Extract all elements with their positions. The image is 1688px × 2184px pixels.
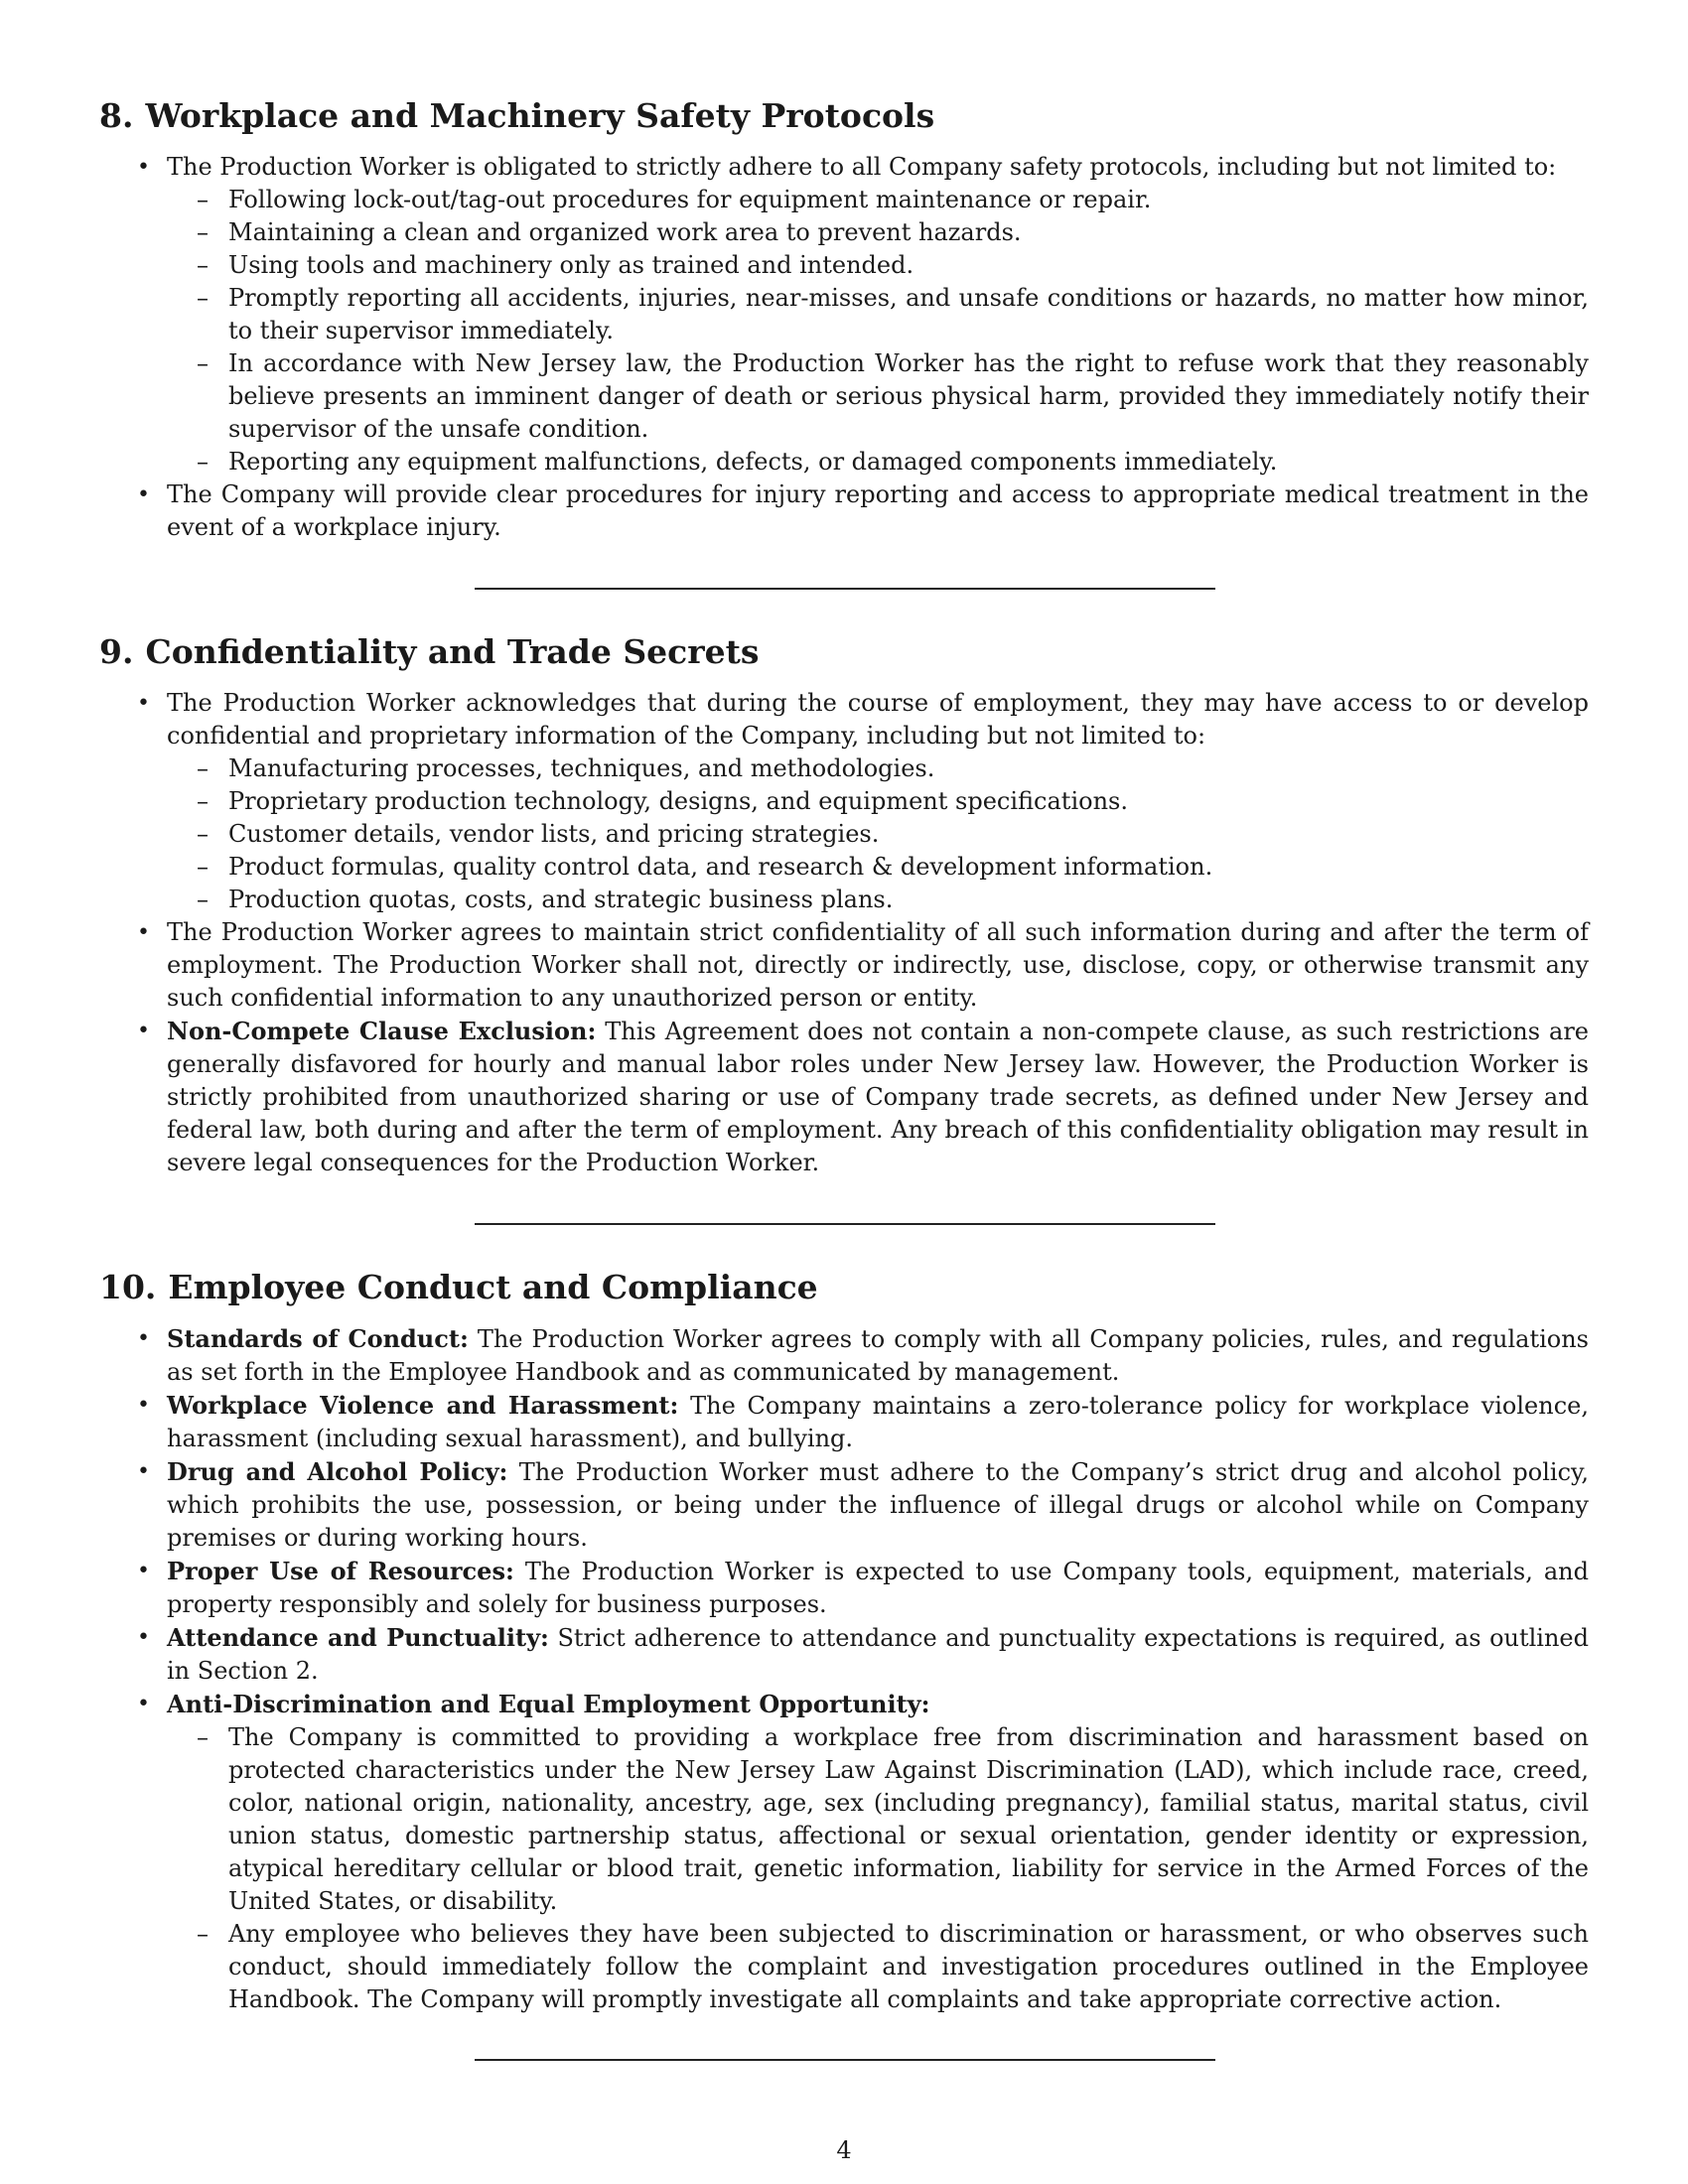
sub-item-text: Using tools and machinery only as trained and intended. xyxy=(228,251,914,279)
list-item xyxy=(137,916,1589,1015)
item-text: The Company will provide clear procedures for injury reporting and access to appropriate medical treatment in the event of a workplace injury. xyxy=(167,480,1589,541)
item-label: Standards of Conduct: xyxy=(167,1324,469,1353)
dash-icon: – xyxy=(197,787,209,815)
bullet-icon: • xyxy=(137,1559,150,1583)
section-heading xyxy=(99,631,1589,673)
section-8 xyxy=(99,95,1589,544)
dash-icon: – xyxy=(197,349,209,377)
sub-item-text: Maintaining a clean and organized work area to prevent hazards. xyxy=(228,218,1022,246)
item-text: The Production Worker must adhere to the Company’s strict drug and alcohol policy, which prohibits the use, possession, or being under the influence of illegal drugs or alcohol while on Company premises or during working hours. xyxy=(167,1458,1590,1552)
sub-list-item xyxy=(197,1918,1589,2016)
dash-icon: – xyxy=(197,820,209,848)
sub-list xyxy=(167,752,1589,916)
item-text: The Production Worker is expected to use Company tools, equipment, materials, and property responsibly and solely for business purposes. xyxy=(167,1558,1589,1618)
bullet-icon: • xyxy=(137,155,150,180)
sub-list-item xyxy=(197,216,1589,249)
bullet-icon: • xyxy=(137,1625,150,1650)
sub-item-text: In accordance with New Jersey law, the Production Worker has the right to refuse work that they reasonably believe presents an imminent danger of death or serious physical harm, provided they immediately notify their supervisor of the unsafe condition. xyxy=(228,349,1589,443)
dash-icon: – xyxy=(197,886,209,913)
list-item xyxy=(137,687,1589,916)
list-item xyxy=(137,1555,1589,1621)
list-item xyxy=(137,1015,1590,1179)
section-number: 8. xyxy=(99,96,134,135)
dash-icon: – xyxy=(197,448,209,476)
sub-item-text: Following lock-out/tag-out procedures for equipment maintenance or repair. xyxy=(228,186,1152,213)
section-title: Workplace and Machinery Safety Protocols xyxy=(145,96,935,135)
bullet-icon: • xyxy=(137,1459,150,1484)
item-text: The Production Worker agrees to comply with all Company policies, rules, and regulations as set forth in the Employee Handbook and as communicated by management. xyxy=(167,1325,1589,1386)
sub-list-item xyxy=(197,752,1589,785)
bullet-icon: • xyxy=(137,1019,150,1043)
bullet-icon: • xyxy=(137,1692,150,1716)
item-label: Anti-Discrimination and Equal Employment Opportunity: xyxy=(167,1690,930,1718)
item-label: Attendance and Punctuality: xyxy=(167,1623,549,1652)
bullet-list xyxy=(99,1322,1589,2016)
section-heading xyxy=(99,1267,1589,1308)
sub-list-item xyxy=(197,184,1589,216)
sub-item-text: Manufacturing processes, techniques, and methodologies. xyxy=(228,754,935,782)
section-title: Confidentiality and Trade Secrets xyxy=(145,632,760,671)
dash-icon: – xyxy=(197,1723,209,1751)
sub-list-item xyxy=(197,884,1589,916)
sub-item-text: Any employee who believes they have been subjected to discrimination or harassment, or who observes such conduct, should immediately follow the complaint and investigation procedures outlined in the Employee Handbook. The Company will promptly investigate all complaints and take appropriate corrective action. xyxy=(228,1920,1589,2013)
sub-list xyxy=(167,1721,1589,2016)
list-item xyxy=(137,478,1589,544)
list-item xyxy=(137,1389,1589,1455)
item-text: The Production Worker acknowledges that during the course of employment, they may have access to or develop confidential and proprietary information of the Company, including but not limited to: xyxy=(167,689,1589,750)
bullet-list xyxy=(99,151,1589,544)
section-divider xyxy=(475,1223,1215,1225)
list-item xyxy=(137,1688,1589,2016)
item-text: The Production Worker agrees to maintain strict confidentiality of all such information during and after the term of employment. The Production Worker shall not, directly or indirectly, use, disclose, copy, or otherwise transmit any such confidential information to any unauthorized person or entity. xyxy=(167,918,1589,1012)
sub-list xyxy=(167,184,1589,478)
sub-list-item xyxy=(197,818,1589,851)
sub-list-item xyxy=(197,249,1589,282)
bullet-list xyxy=(99,687,1589,1179)
section-divider xyxy=(475,588,1215,590)
bullet-icon: • xyxy=(137,920,150,945)
list-item xyxy=(137,151,1589,478)
section-9 xyxy=(99,631,1589,1179)
section-number: 10. xyxy=(99,1268,157,1306)
sub-list-item xyxy=(197,282,1589,347)
item-label: Non-Compete Clause Exclusion: xyxy=(167,1017,597,1045)
item-text: This Agreement does not contain a non-compete clause, as such restrictions are generally disfavored for hourly and manual labor roles under New Jersey law. However, the Production Worker is strictly prohibited from unauthorized sharing or use of Company trade secrets, as defined under New Jersey and federal law, both during and after the term of employment. Any breach of this confidentiality obligation may result in severe legal consequences for the Production Worker. xyxy=(167,1018,1590,1176)
bullet-icon: • xyxy=(137,1393,150,1418)
section-title: Employee Conduct and Compliance xyxy=(168,1268,818,1306)
sub-item-text: Product formulas, quality control data, and research & development information. xyxy=(228,853,1213,881)
dash-icon: – xyxy=(197,218,209,246)
sub-item-text: Proprietary production technology, designs, and equipment specifications. xyxy=(228,787,1128,815)
section-10 xyxy=(99,1267,1589,2016)
sub-item-text: Promptly reporting all accidents, injuries, near-misses, and unsafe conditions or hazards, no matter how minor, to their supervisor immediately. xyxy=(228,284,1589,344)
item-label: Workplace Violence and Harassment: xyxy=(167,1391,679,1420)
item-text: The Company maintains a zero-tolerance policy for workplace violence, harassment (including sexual harassment), and bullying. xyxy=(167,1392,1589,1452)
bullet-icon: • xyxy=(137,691,150,716)
sub-list-item xyxy=(197,347,1589,446)
item-text: Strict adherence to attendance and punctuality expectations is required, as outlined in Section 2. xyxy=(167,1624,1589,1685)
page-number: 4 xyxy=(836,2136,852,2164)
dash-icon: – xyxy=(197,284,209,312)
list-item xyxy=(137,1322,1589,1389)
list-item xyxy=(137,1621,1589,1688)
bullet-icon: • xyxy=(137,482,150,507)
dash-icon: – xyxy=(197,186,209,213)
section-heading xyxy=(99,95,1589,137)
item-label: Proper Use of Resources: xyxy=(167,1557,514,1585)
sub-list-item xyxy=(197,785,1589,818)
sub-list-item xyxy=(197,1721,1589,1918)
item-text: The Production Worker is obligated to strictly adhere to all Company safety protocols, including but not limited to: xyxy=(167,153,1557,181)
dash-icon: – xyxy=(197,853,209,881)
sub-item-text: Production quotas, costs, and strategic business plans. xyxy=(228,886,894,913)
dash-icon: – xyxy=(197,251,209,279)
sub-item-text: Customer details, vendor lists, and pricing strategies. xyxy=(228,820,880,848)
item-label: Drug and Alcohol Policy: xyxy=(167,1457,508,1486)
sub-item-text: The Company is committed to providing a workplace free from discrimination and harassment based on protected characteristics under the New Jersey Law Against Discrimination (LAD), which include race, creed, color, national origin, nationality, ancestry, age, sex (including pregnancy), familial status, marital status, civil union status, domestic partnership status, affectional or sexual orientation, gender identity or expression, atypical hereditary cellular or blood trait, genetic information, liability for service in the Armed Forces of the United States, or disability. xyxy=(228,1723,1589,1915)
sub-list-item xyxy=(197,851,1589,884)
dash-icon: – xyxy=(197,1920,209,1948)
section-divider xyxy=(475,2059,1215,2061)
list-item xyxy=(137,1455,1590,1555)
sub-item-text: Reporting any equipment malfunctions, defects, or damaged components immediately. xyxy=(228,448,1278,476)
section-number: 9. xyxy=(99,632,134,671)
bullet-icon: • xyxy=(137,1326,150,1351)
sub-list-item xyxy=(197,446,1589,478)
dash-icon: – xyxy=(197,754,209,782)
